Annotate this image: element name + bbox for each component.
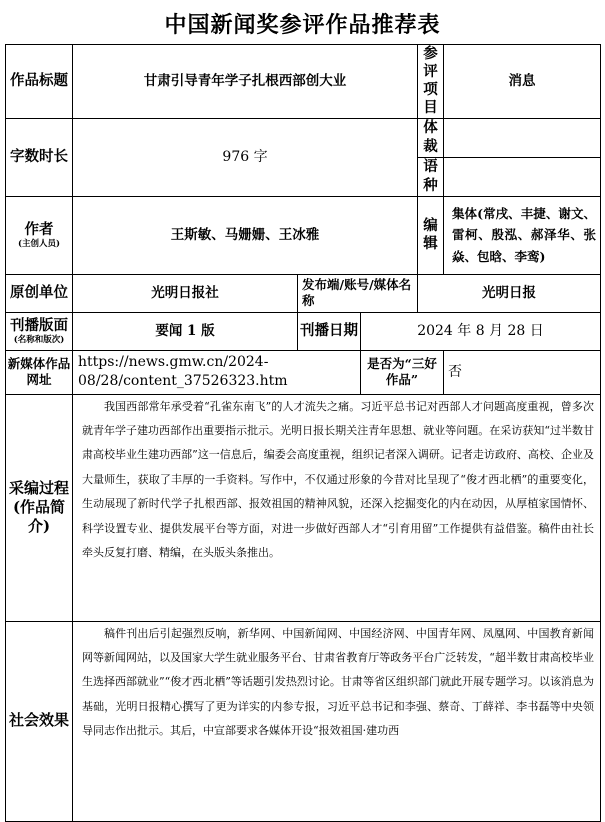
- page-label-note: (名称和版次): [13, 334, 65, 345]
- page-value: 要闻 1 版: [73, 312, 298, 350]
- label-editor: 编辑: [418, 196, 444, 274]
- process-text: [73, 394, 601, 621]
- author-label-text: 作者: [24, 220, 54, 238]
- social-paragraph: 稿件刊出后引起强烈反响，新华网、中国新闻网、中国经济网、中国青年网、凤凰网、中国教育新闻网等新闻网站，以及国家大学生就业服务平台、甘肃省教育厅等政务平台广泛转发，“超半数甘肃高校毕业生选择西部就业”“俊才西北栖”等话题引发热烈讨论。甘肃等省区组织部门就此开展专题学习。以该消息为基础，光明日报精心撰写了更为详实的内参专报，习近平总书记和李强、蔡奇、丁薛祥、李书磊等中央领导同志作出批示。其后，中宣部要求各媒体开设“报效祖国·建功西: [82, 626, 594, 738]
- process-paragraph: 我国西部常年承受着“孔雀东南飞”的人才流失之痛。习近平总书记对西部人才问题高度重视，曾多次就青年学子建功西部作出重要指示批示。光明日报长期关注青年思想、就业等问题。在采访获知“过半数甘肃高校毕业生建功西部”这一信息后，编委会高度重视，组织记者深入调研。记者走访政府、高校、企业及大量师生，获取了丰厚的一手资料。写作中，不仅通过形象的今昔对比呈现了“俊才西北栖”的重要变化，生动展现了新时代学子扎根西部、报效祖国的精神风貌，还深入挖掘变化的内在动因，从厚植家国情怀、科学设置专业、提供发展平台等方面，对进一步做好西部人才“引育用留”工作提供有益借鉴。稿件由社长牵头反复打磨、精编，在头版头条推出。: [82, 399, 594, 559]
- social-text: [73, 621, 601, 821]
- label-origin-unit: 原创单位: [6, 274, 73, 312]
- label-author: [6, 196, 73, 274]
- entry-item-value: 消息: [444, 45, 601, 119]
- label-publisher: 发布端/账号/媒体名称: [298, 274, 418, 312]
- editors-value: 集体(常戌、丰捷、谢文、雷柯、殷泓、郝泽华、张焱、包晗、李鸾): [444, 196, 601, 274]
- author-label-note: (主创人员): [17, 238, 61, 249]
- label-page: [6, 312, 73, 350]
- form-title: 中国新闻奖参评作品推荐表: [164, 12, 441, 38]
- work-title-value: 甘肃引导青年学子扎根西部创大业: [73, 45, 418, 119]
- publisher-value: 光明日报: [418, 274, 601, 312]
- new-media-url-link[interactable]: https://news.gmw.cn/2024-08/28/content_37526323.htm: [73, 350, 361, 394]
- label-word-count: 字数时长: [6, 118, 73, 196]
- label-genre: 体裁: [418, 118, 444, 157]
- label-new-media-url: 新媒体作品网址: [6, 350, 73, 394]
- label-entry-item: 参评项目: [418, 45, 444, 119]
- authors-value: 王斯敏、马姗姗、王冰雅: [73, 196, 418, 274]
- date-value: 2024 年 8 月 28 日: [361, 312, 601, 350]
- label-work-title: 作品标题: [6, 45, 73, 119]
- recommendation-form: [5, 44, 601, 822]
- label-language: 语种: [418, 157, 444, 196]
- label-process: 采编过程(作品简介): [6, 394, 73, 621]
- origin-unit-value: 光明日报社: [73, 274, 298, 312]
- label-three-good: 是否为“三好作品”: [361, 350, 444, 394]
- word-count-value: 976 字: [73, 118, 418, 196]
- language-value: [444, 157, 601, 196]
- three-good-value: 否: [444, 350, 601, 394]
- label-date: 刊播日期: [298, 312, 361, 350]
- genre-value: [444, 118, 601, 157]
- label-social: 社会效果: [6, 621, 73, 821]
- page-label-text: 刊播版面: [10, 316, 68, 334]
